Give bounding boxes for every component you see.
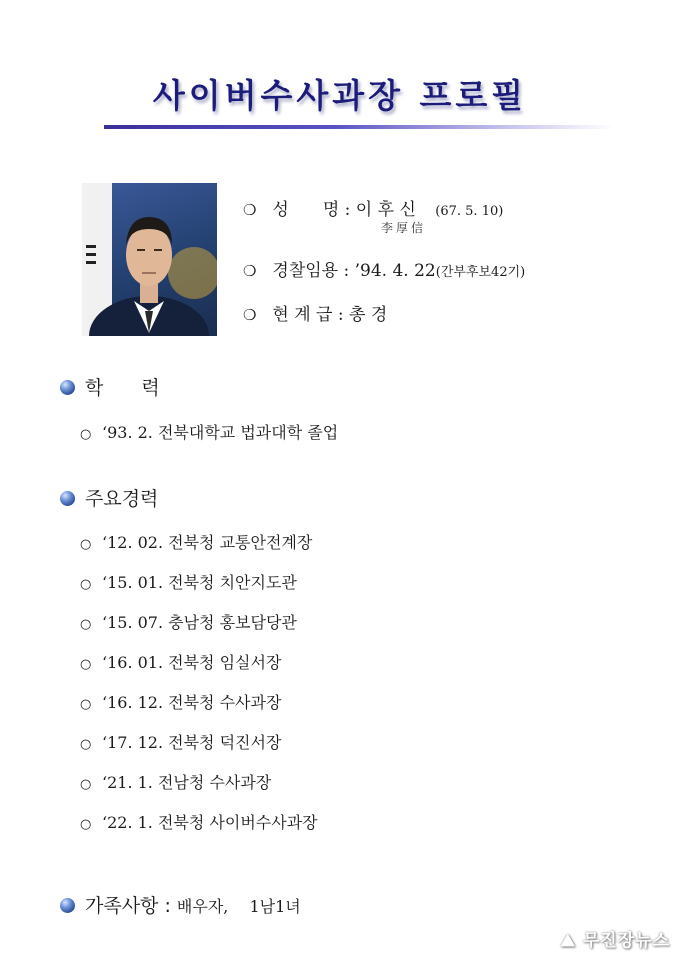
circle-bullet-icon: ❍ <box>243 306 257 324</box>
family-value: 배우자, 1남1녀 <box>176 897 301 916</box>
sphere-bullet-icon <box>60 898 75 913</box>
small-circle-icon: ○ <box>80 537 92 552</box>
hire-row <box>243 256 525 281</box>
career-item <box>80 810 318 833</box>
hire-note: (간부후보42기) <box>435 265 526 280</box>
career-item-text: ‘15. 01. 전북청 치안지도관 <box>102 573 297 592</box>
rank-label: 현 계 급 : <box>272 305 344 325</box>
page-title: 사이버수사과장 프로필 <box>152 76 528 115</box>
education-heading <box>60 373 160 400</box>
career-item <box>80 690 281 713</box>
career-heading-text: 주요경력 <box>85 488 159 510</box>
small-circle-icon: ○ <box>80 777 92 792</box>
career-item-text: ‘15. 07. 충남청 홍보담당관 <box>102 613 297 632</box>
profile-photo <box>82 183 217 336</box>
name-label: 성 명 : <box>272 200 351 220</box>
career-item-text: ‘12. 02. 전북청 교통안전계장 <box>102 533 313 552</box>
sphere-bullet-icon <box>60 380 75 395</box>
career-item-text: ‘22. 1. 전북청 사이버수사과장 <box>102 813 318 832</box>
career-item <box>80 770 271 793</box>
career-item <box>80 650 281 673</box>
name-value: 이 후 신 <box>355 200 416 220</box>
family-row <box>60 891 301 918</box>
title-underline <box>104 125 614 129</box>
circle-bullet-icon: ❍ <box>243 201 257 219</box>
career-item <box>80 530 312 553</box>
small-circle-icon: ○ <box>80 617 92 632</box>
rank-value: 총 경 <box>349 305 388 325</box>
logo-icon: ⛰ <box>560 931 576 951</box>
education-item-text: ‘93. 2. 전북대학교 법과대학 졸업 <box>102 423 339 442</box>
career-item <box>80 570 297 593</box>
small-circle-icon: ○ <box>80 737 92 752</box>
small-circle-icon: ○ <box>80 577 92 592</box>
circle-bullet-icon: ❍ <box>243 262 257 280</box>
small-circle-icon: ○ <box>80 427 92 442</box>
career-item-text: ‘16. 12. 전북청 수사과장 <box>102 693 282 712</box>
career-item <box>80 730 281 753</box>
hire-label: 경찰임용 : <box>272 261 350 281</box>
small-circle-icon: ○ <box>80 657 92 672</box>
education-item <box>80 420 338 443</box>
name-hanja: 李厚信 <box>381 221 427 235</box>
hire-date: ’94. 4. 22 <box>354 261 436 281</box>
small-circle-icon: ○ <box>80 817 92 832</box>
career-heading <box>60 484 158 511</box>
rank-row <box>243 300 387 325</box>
family-heading: 가족사항 : <box>85 895 171 917</box>
career-item-text: ‘17. 12. 전북청 덕진서장 <box>102 733 282 752</box>
watermark-text: 무진장뉴스 <box>582 931 670 951</box>
career-item <box>80 610 297 633</box>
name-row <box>243 195 503 220</box>
education-heading-text: 학 력 <box>85 377 160 399</box>
sphere-bullet-icon <box>60 491 75 506</box>
career-item-text: ‘16. 01. 전북청 임실서장 <box>102 653 282 672</box>
career-item-text: ‘21. 1. 전남청 수사과장 <box>102 773 272 792</box>
birth-date: (67. 5. 10) <box>435 204 504 219</box>
watermark <box>561 926 670 951</box>
small-circle-icon: ○ <box>80 697 92 712</box>
